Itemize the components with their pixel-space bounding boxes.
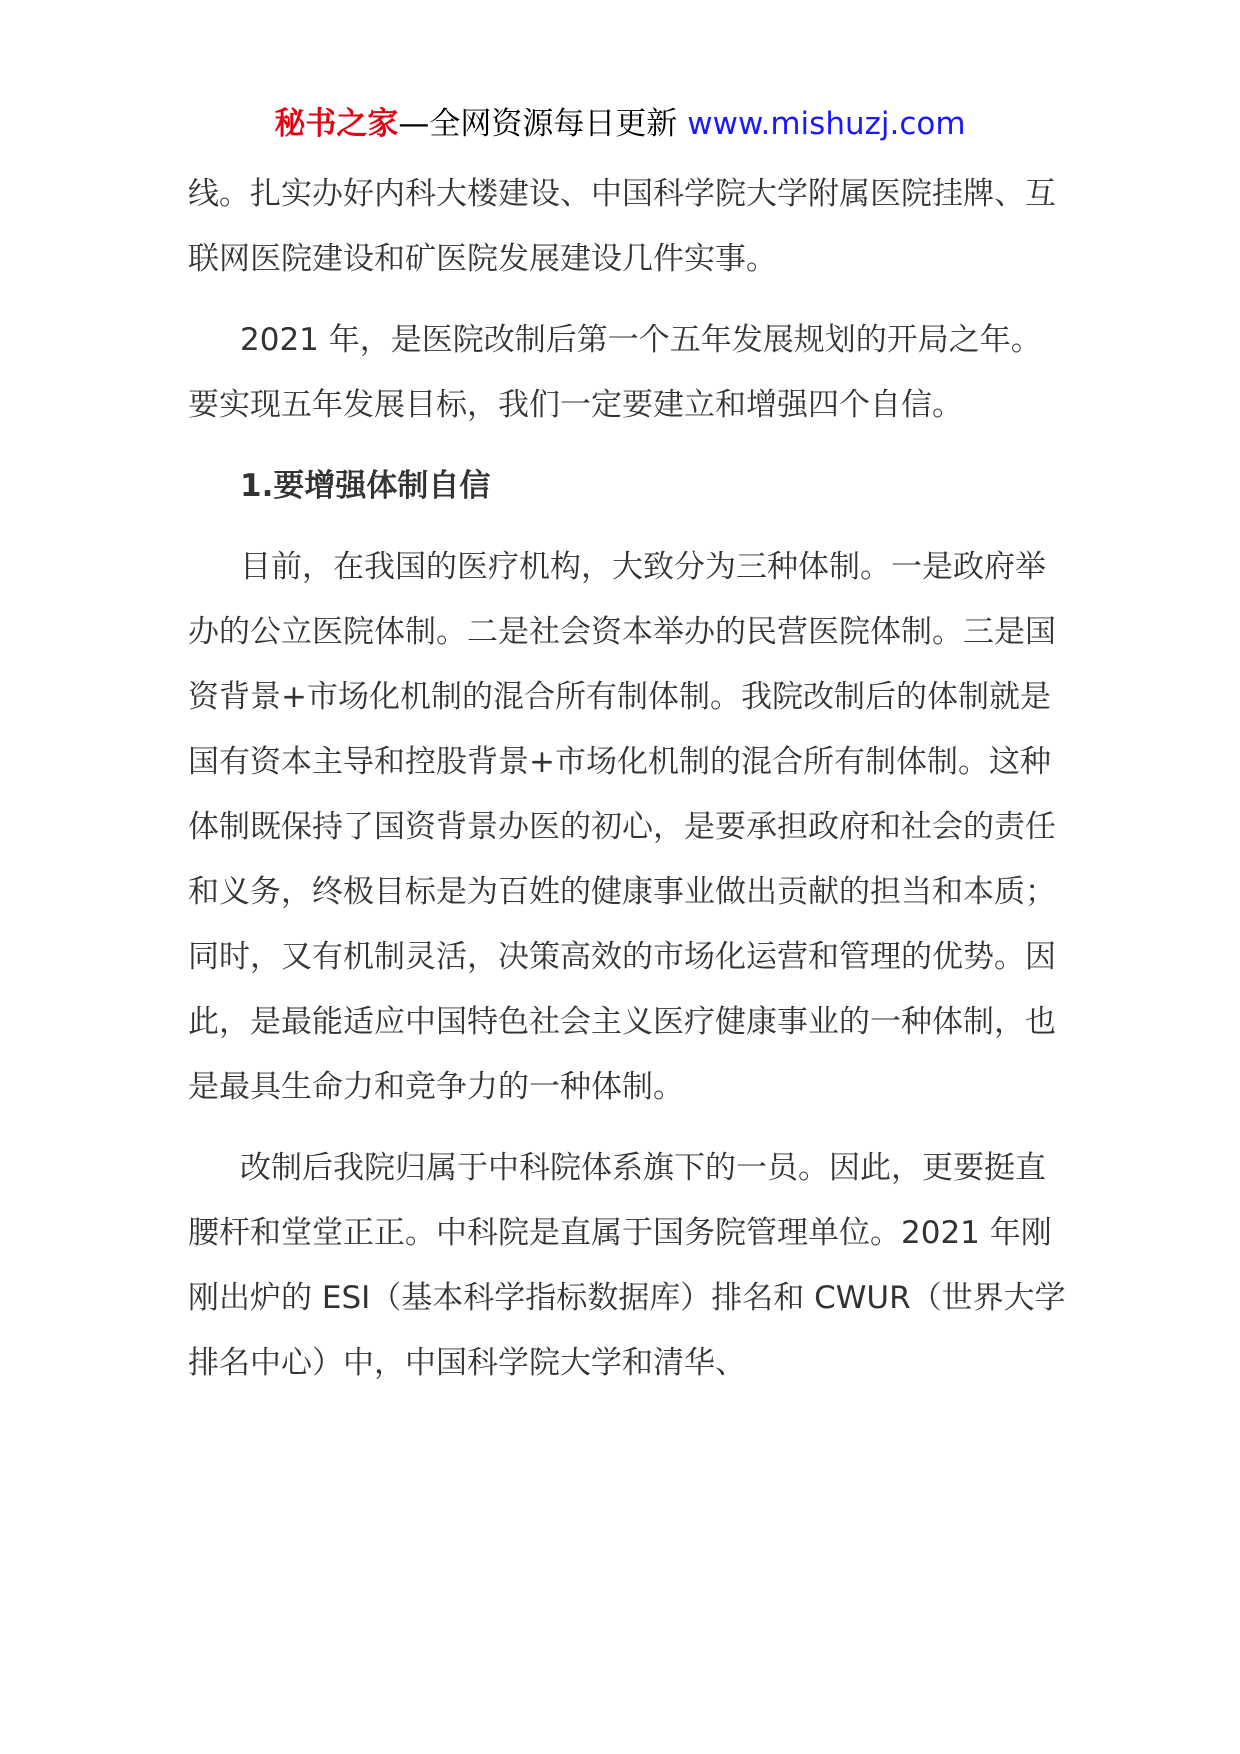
document-body bbox=[188, 162, 1068, 1396]
brand-name: 秘书之家 bbox=[274, 106, 399, 142]
site-header bbox=[0, 102, 1240, 146]
header-tagline: —全网资源每日更新 bbox=[398, 106, 678, 142]
paragraph-cas: 改制后我院归属于中科院体系旗下的一员。因此，更要挺直腰杆和堂堂正正。中科院是直属于国务院管理单位。2021 年刚刚出炉的 ESI（基本科学指标数据库）排名和 CWUR（世界大学排名中心）中，中国科学院大学和清华、 bbox=[188, 1150, 1066, 1381]
paragraph-system: 目前，在我国的医疗机构，大致分为三种体制。一是政府举办的公立医院体制。二是社会资本举办的民营医院体制。三是国资背景+市场化机制的混合所有制体制。我院改制后的体制就是国有资本主导和控股背景+市场化机制的混合所有制体制。这种体制既保持了国资背景办医的初心，是要承担政府和社会的责任和义务，终极目标是为百姓的健康事业做出贡献的担当和本质；同时，又有机制灵活，决策高效的市场化运营和管理的优势。因此，是最能适应中国特色社会主义医疗健康事业的一种体制，也是最具生命力和竞争力的一种体制。 bbox=[188, 549, 1056, 1105]
paragraph-intro: 2021 年，是医院改制后第一个五年发展规划的开局之年。要实现五年发展目标，我们一定要建立和增强四个自信。 bbox=[188, 322, 1042, 423]
paragraph-continuation: 线。扎实办好内科大楼建设、中国科学院大学附属医院挂牌、互联网医院建设和矿医院发展建设几件实事。 bbox=[188, 176, 1056, 277]
section-heading: 1.要增强体制自信 bbox=[240, 468, 491, 504]
site-url-link[interactable]: www.mishuzj.com bbox=[687, 106, 966, 142]
